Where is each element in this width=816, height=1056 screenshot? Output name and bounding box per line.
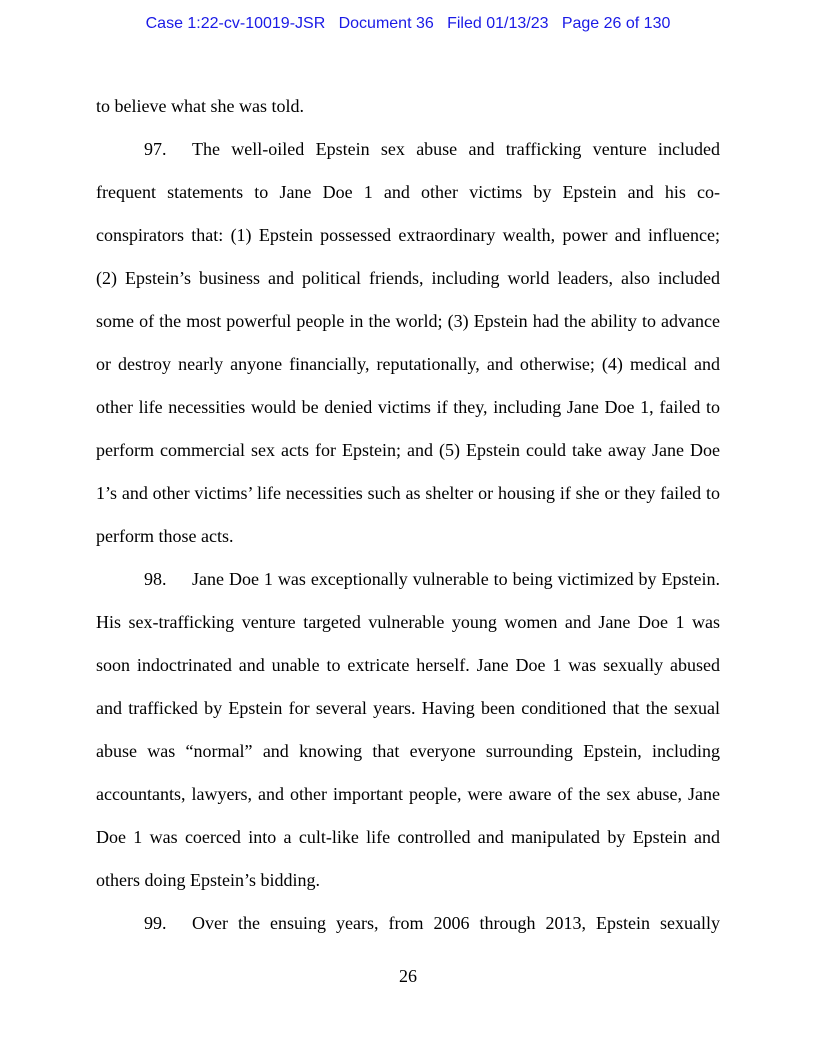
paragraph-number: 98. <box>144 569 167 589</box>
paragraph-text: The well-oiled Epstein sex abuse and trafficking venture included frequent statements to Jane Doe 1 and other victims by Epstein and his co-conspirators that: (1) Epstein possessed extraordinary wealth, power and influence; (2) Epstein’s business and political friends, including world leaders, also included some of the most powerful people in the world; (3) Epstein had the ability to advance or destroy nearly anyone financially, reputationally, and otherwise; (4) medical and other life necessities would be denied victims if they, including Jane Doe 1, failed to perform commercial sex acts for Epstein; and (5) Epstein could take away Jane Doe 1’s and other victims’ life necessities such as shelter or housing if she or they failed to perform those acts. <box>96 139 720 546</box>
page-number: 26 <box>399 966 417 986</box>
paragraph-number: 97. <box>144 139 167 159</box>
paragraph-98 <box>96 558 720 902</box>
paragraph-99 <box>96 902 720 945</box>
case-header: Case 1:22-cv-10019-JSR Document 36 Filed 01/13/23 Page 26 of 130 <box>145 15 671 32</box>
paragraph-text: Jane Doe 1 was exceptionally vulnerable to being victimized by Epstein. His sex-trafficking venture targeted vulnerable young women and Jane Doe 1 was soon indoctrinated and unable to extricate herself. Jane Doe 1 was sexually abused and trafficked by Epstein for several years. Having been conditioned that the sexual abuse was “normal” and knowing that everyone surrounding Epstein, including accountants, lawyers, and other important people, were aware of the sex abuse, Jane Doe 1 was coerced into a cult-like life controlled and manipulated by Epstein and others doing Epstein’s bidding. <box>96 569 720 890</box>
document-body <box>96 85 720 945</box>
continuation-text: to believe what she was told. <box>96 96 304 116</box>
paragraph-text: Over the ensuing years, from 2006 through 2013, Epstein sexually <box>192 913 720 933</box>
paragraph-number: 99. <box>144 913 167 933</box>
paragraph-97 <box>96 128 720 558</box>
